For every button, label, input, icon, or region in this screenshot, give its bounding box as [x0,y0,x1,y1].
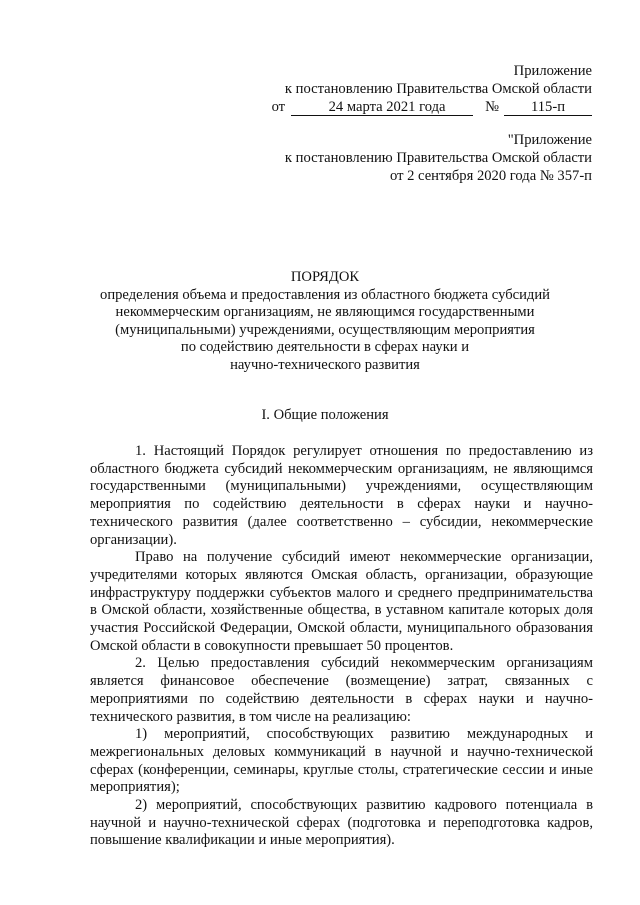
section-heading: I. Общие положения [261,407,389,423]
document-body [90,443,593,850]
title-line: научно-технического развития [230,356,420,373]
from-label: от [271,99,286,115]
paragraph-1: 1. Настоящий Порядок регулирует отношения по предоставлению из областного бюджета субсидий некоммерческим организациям, не являющимся государственными (муниципальными) учреждениями, осуществляющим мероприятия по содействию деятельности в сферах науки и научно-технического развития (далее соответственно – субсидии, некоммерческие организации). [90,443,593,548]
list-item-1: 1) мероприятий, способствующих развитию международных и межрегиональных деловых коммуникаций в научной и научно-технической сферах (конференции, семинары, круглые столы, стратегические сессии и иные мероприятия); [90,726,593,796]
previous-decree-reference: к постановлению Правительства Омской области [284,150,592,166]
previous-appendix-label: "Приложение [507,132,592,148]
paragraph-3: 2. Целью предоставления субсидий некоммерческим организациям является финансовое обеспечение (возмещение) затрат, связанных с мероприятиями по содействию деятельности в сферах науки и научно-технического развития, в том числе на реализацию: [90,655,593,725]
title-line: (муниципальными) учреждениями, осуществляющим мероприятия [115,321,535,338]
title-line: по содействию деятельности в сферах науки и [180,339,470,356]
decree-number: 115-п [504,100,592,116]
title-heading: ПОРЯДОК [290,269,360,285]
decree-reference: к постановлению Правительства Омской области [284,81,592,97]
previous-decree-date-line: от 2 сентября 2020 года № 357-п [389,168,592,184]
document-title [60,269,590,375]
decree-date: 24 марта 2021 года [291,100,473,116]
title-line: определения объема и предоставления из областного бюджета субсидий [100,286,550,303]
appendix-label: Приложение [513,63,592,79]
paragraph-2: Право на получение субсидий имеют некоммерческие организации, учредителями которых являются Омская область, организации, образующие инфраструктуру поддержки субъектов малого и среднего предпринимательства в Омской области, хозяйственные общества, в уставном капитале которых доля участия Российской Федерации, Омской области, муниципального образования Омской области в совокупности превышает 50 процентов. [90,549,593,654]
list-item-2: 2) мероприятий, способствующих развитию кадрового потенциала в научной и научно-технической сферах (подготовка и переподготовка кадров, повышение квалификации и иные мероприятия). [90,797,593,849]
number-sign: № [485,99,499,115]
decree-date-line [272,98,592,116]
title-line: некоммерческим организациям, не являющимся государственными [115,304,535,321]
previous-appendix-header [285,131,592,185]
appendix-header [272,62,592,116]
